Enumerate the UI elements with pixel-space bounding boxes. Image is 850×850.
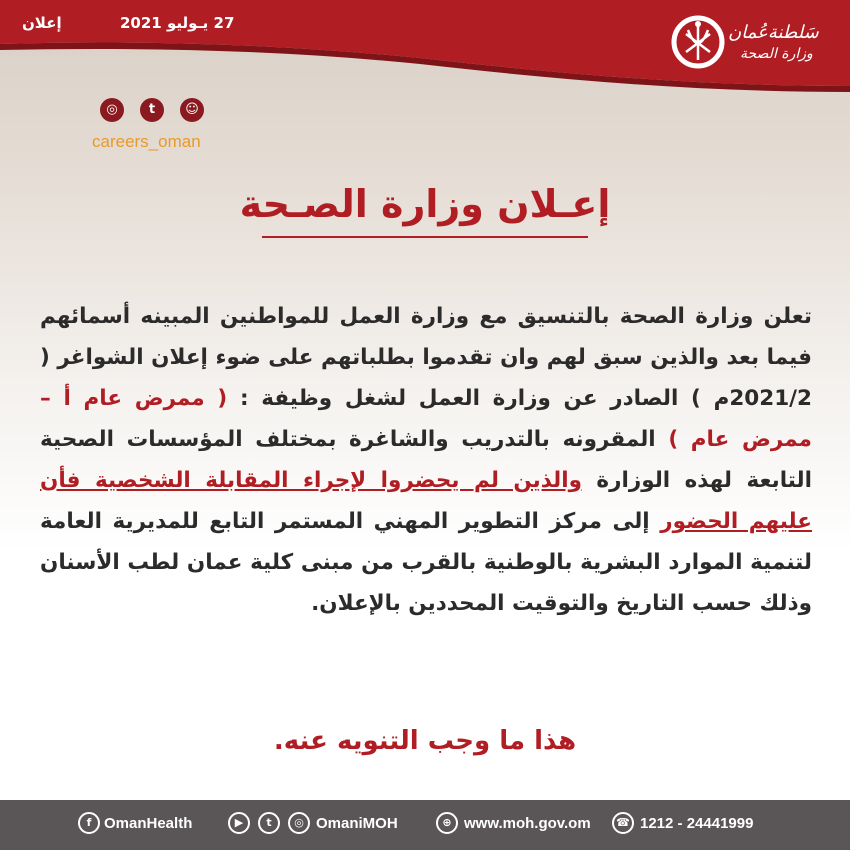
footer-facebook-handle[interactable]: OmanHealth <box>104 815 193 832</box>
footer-website[interactable]: www.moh.gov.om <box>464 815 591 832</box>
body-text-1: تعلن وزارة الصحة بالتنسيق مع وزارة العمل للمواطنين المبينه أسمائهم فيما بعد والذين سبق لهم وان تقدموا بطلباتهم على ضوء إعلان الشواغر ( 2021/2م ) الصادر عن وزارة العمل لشغل وظيفة : <box>40 304 812 411</box>
phone-icon: ☎ <box>612 812 634 834</box>
globe-icon: ⊕ <box>436 812 458 834</box>
announcement-body <box>40 296 812 624</box>
job-title-highlight: ( ممرض عام أ – ممرض عام ) <box>40 386 812 452</box>
header-date: 27 يـوليو 2021 <box>120 14 235 32</box>
absentees-highlight: والذين لم يحضروا لإجراء المقابلة الشخصية فأن عليهم الحضور <box>40 468 812 534</box>
twitter-icon[interactable]: t <box>258 812 280 834</box>
instagram-icon[interactable]: ◎ <box>100 98 124 122</box>
title-underline <box>262 236 588 238</box>
facebook-icon[interactable]: f <box>78 812 100 834</box>
footer-phone[interactable]: 1212 - 24441999 <box>640 815 754 832</box>
logo-text-sultanate: سَلطنةعُمان <box>728 22 819 43</box>
careers-handle[interactable]: careers_oman <box>92 132 201 151</box>
youtube-icon[interactable]: ▶ <box>228 812 250 834</box>
instagram-icon[interactable]: ◎ <box>288 812 310 834</box>
footer-bar <box>0 800 850 850</box>
twitter-icon[interactable]: t <box>140 98 164 122</box>
social-icons-top <box>100 98 210 124</box>
footer-social-handle[interactable]: OmaniMOH <box>316 815 398 832</box>
page-title: إعـلان وزارة الصـحة <box>239 182 611 226</box>
closing-note: هذا ما وجب التنويه عنه. <box>273 726 577 756</box>
logo-text-ministry: وزارة الصحة <box>740 46 813 62</box>
header-announcement-tag: إعلان <box>22 14 62 32</box>
body-text-2: المقرونه بالتدريب والشاغرة بمختلف المؤسسات الصحية التابعة لهذه الوزارة <box>40 427 812 493</box>
snapchat-icon[interactable]: ☺ <box>180 98 204 122</box>
body-text-3: إلى مركز التطوير المهني المستمر التابع للمديرية العامة لتنمية الموارد البشرية بالوطنية بالقرب من مبنى كلية عمان لطب الأسنان وذلك حسب التاريخ والتوقيت المحددين بالإعلان. <box>40 509 812 616</box>
